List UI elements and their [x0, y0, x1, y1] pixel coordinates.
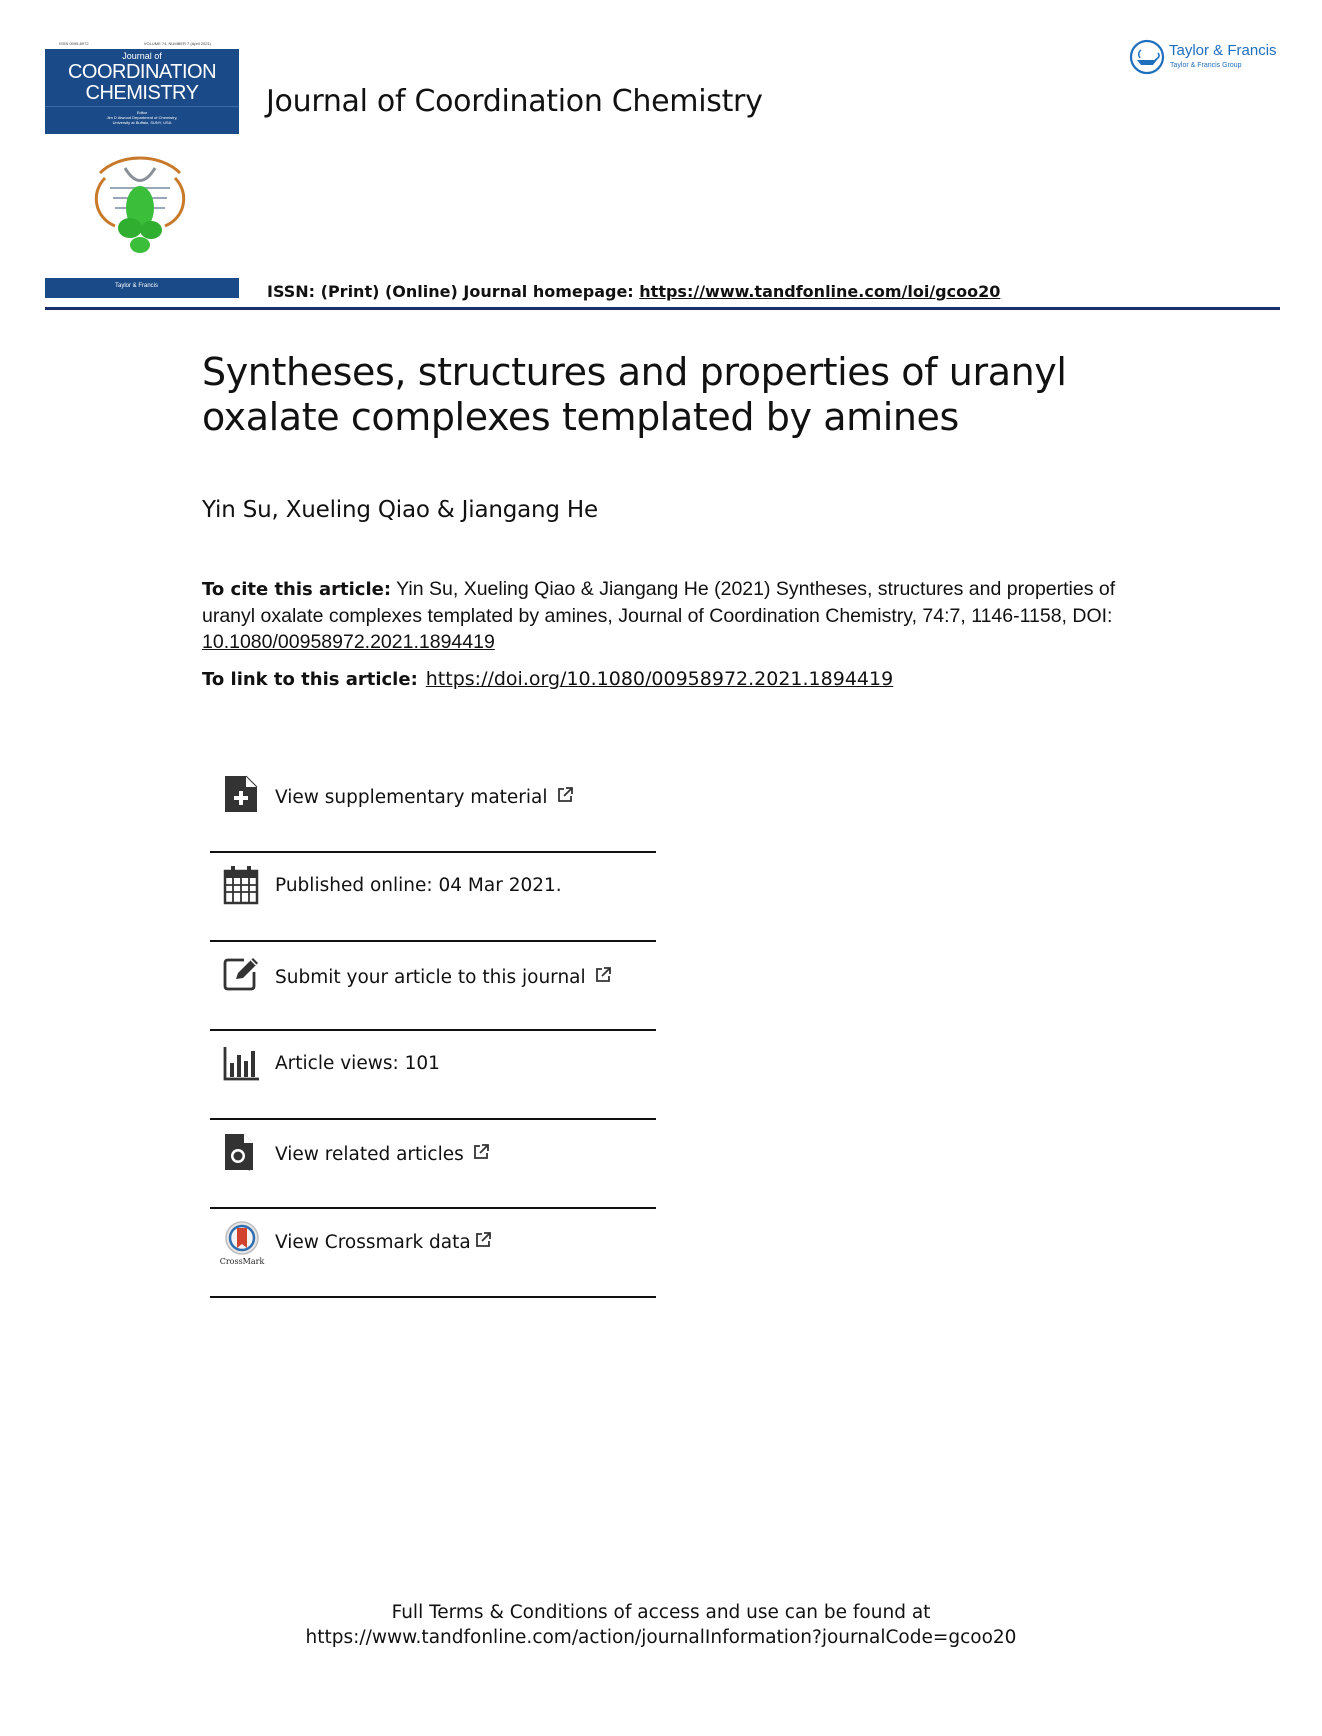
- supplementary-material-label: View supplementary material: [275, 787, 548, 808]
- calendar-icon: [222, 865, 260, 905]
- search-file-icon: [222, 1132, 260, 1172]
- external-link-icon: [556, 786, 574, 804]
- file-plus-icon: [222, 774, 260, 814]
- journal-homepage-link[interactable]: https://www.tandfonline.com/loi/gcoo20: [639, 282, 1001, 301]
- crossmark-icon: [219, 1220, 265, 1266]
- journal-title: Journal of Coordination Chemistry: [266, 84, 763, 119]
- external-link-icon: [594, 966, 612, 984]
- terms-footer: [0, 1600, 1322, 1650]
- terms-line: Full Terms & Conditions of access and use can be found at: [391, 1602, 931, 1623]
- external-link-icon: [474, 1231, 492, 1249]
- doi-link[interactable]: 10.1080/00958972.2021.1894419: [202, 631, 495, 653]
- cover-chemistry: CHEMISTRY: [85, 82, 199, 104]
- article-authors: Yin Su, Xueling Qiao & Jiangang He: [202, 497, 598, 523]
- cover-issn: ISSN 0095-8972: [59, 41, 89, 46]
- cover-coordination: COORDINATION: [67, 61, 217, 83]
- cover-molecule-illustration: [85, 148, 195, 258]
- related-articles-row[interactable]: [210, 1120, 656, 1208]
- crossmark-label: View Crossmark data: [275, 1232, 471, 1253]
- cite-label: To cite this article:: [202, 579, 392, 600]
- article-views-row: [210, 1031, 656, 1119]
- submit-article-label: Submit your article to this journal: [275, 967, 586, 988]
- issn-prefix: ISSN: (Print) (Online) Journal homepage:: [267, 282, 640, 301]
- link-label: To link to this article:: [202, 669, 418, 690]
- cover-editor: Editor Jim D Atwood Department of Chemistry, University at Buffalo, SUNY, USA: [106, 110, 178, 125]
- article-link-block: [202, 668, 893, 690]
- crossmark-row[interactable]: [210, 1209, 656, 1297]
- supplementary-material-row[interactable]: [210, 764, 656, 852]
- related-articles-label: View related articles: [275, 1144, 464, 1165]
- cover-publisher: Taylor & Francis: [115, 283, 159, 289]
- submit-article-row[interactable]: [210, 942, 656, 1030]
- header-divider: [45, 307, 1280, 310]
- article-doi-url[interactable]: https://doi.org/10.1080/00958972.2021.1894419: [425, 668, 894, 690]
- taylor-francis-logo: [1128, 38, 1288, 78]
- publisher-group: Taylor & Francis Group: [1170, 62, 1242, 69]
- bar-chart-icon: [222, 1043, 260, 1083]
- cite-text: Yin Su, Xueling Qiao & Jiangang He (2021) Syntheses, structures and properties of uranyl oxalate complexes templated by amines, Journal of Coordination Chemistry, 74:7, 1146-1158, DOI:: [202, 578, 1116, 627]
- publisher-name: Taylor & Francis: [1169, 42, 1277, 59]
- article-views-label: Article views: 101: [275, 1053, 440, 1074]
- cover-volume: VOLUME 74, NUMBER 7 (April 2021): [143, 41, 211, 46]
- citation-block: [202, 576, 1122, 655]
- crossmark-caption: CrossMark: [219, 1257, 265, 1266]
- lamp-icon: [1128, 38, 1166, 76]
- cover-journal-of: Journal of: [122, 51, 162, 61]
- external-link-icon: [472, 1143, 490, 1161]
- issn-homepage-line: [267, 282, 1000, 301]
- row-divider: [210, 1296, 656, 1298]
- edit-icon: [222, 954, 260, 994]
- published-online-row: [210, 853, 656, 941]
- article-title: Syntheses, structures and properties of uranyl oxalate complexes templated by amines: [202, 350, 1067, 439]
- published-online-label: Published online: 04 Mar 2021.: [275, 875, 562, 896]
- journal-cover-image: [45, 40, 239, 302]
- terms-url[interactable]: https://www.tandfonline.com/action/journalInformation?journalCode=gcoo20: [305, 1627, 1017, 1648]
